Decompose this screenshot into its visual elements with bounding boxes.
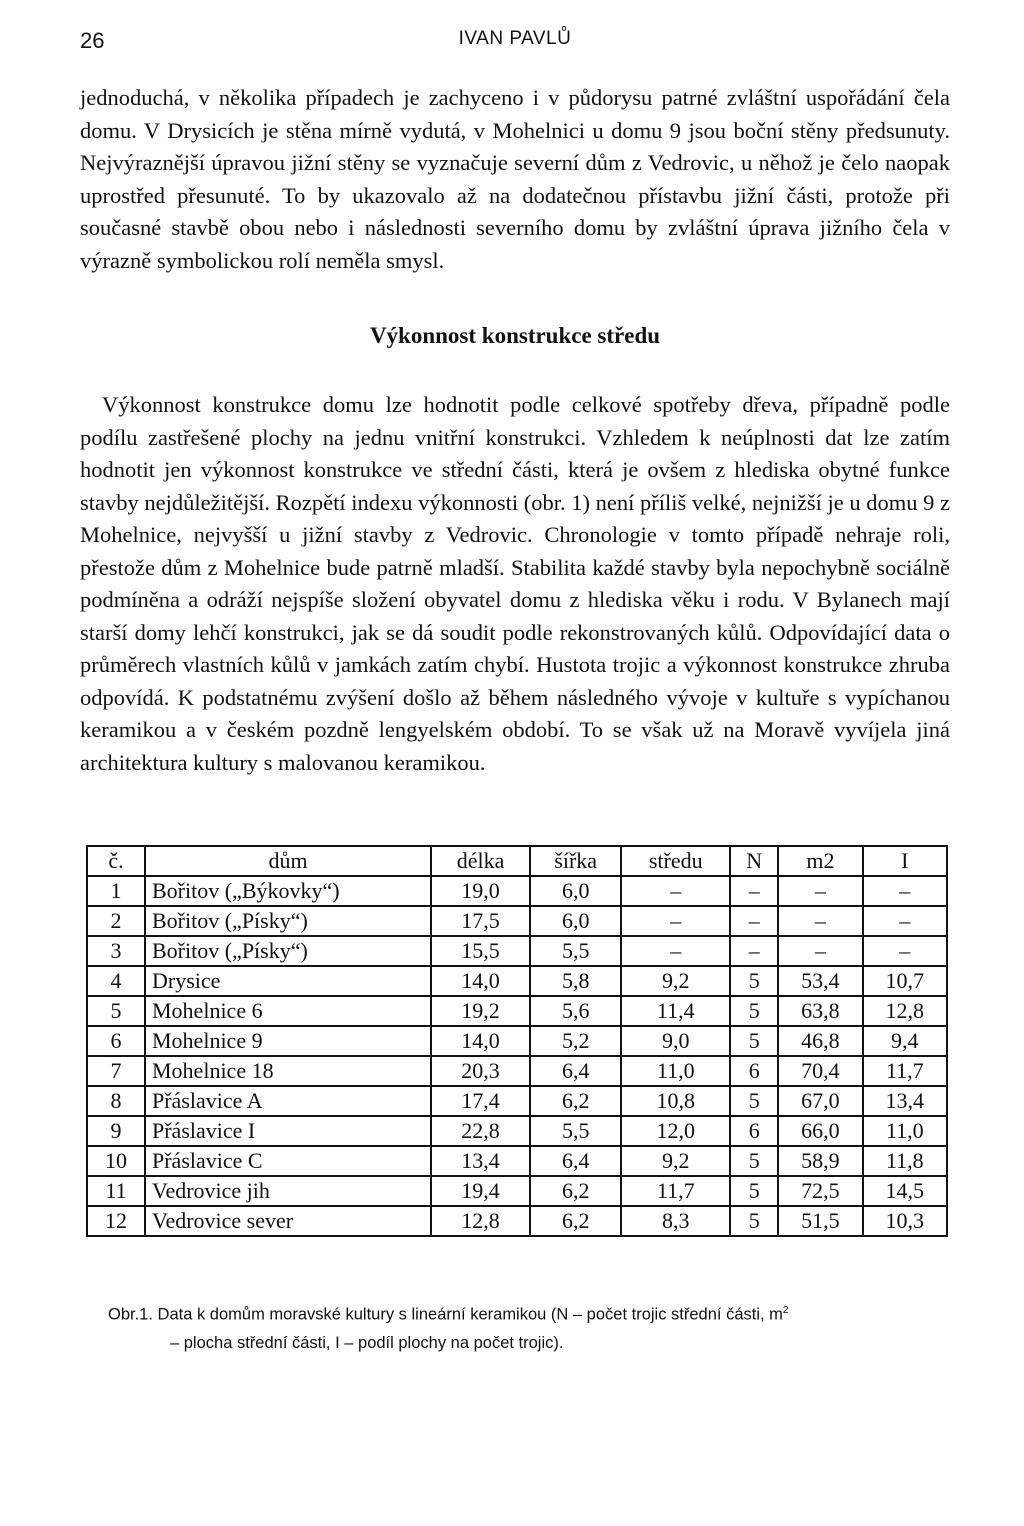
- cell-area: 46,8: [778, 1026, 862, 1056]
- cell-triplet-count: 5: [730, 1206, 778, 1236]
- cell-middle-length: 10,8: [621, 1086, 730, 1116]
- header-cell: N: [730, 846, 778, 876]
- cell-length: 19,4: [431, 1176, 530, 1206]
- cell-width: 6,4: [530, 1056, 621, 1086]
- cell-row-number: 4: [87, 966, 145, 996]
- cell-area: 67,0: [778, 1086, 862, 1116]
- cell-length: 14,0: [431, 1026, 530, 1056]
- table-row: [87, 906, 947, 936]
- cell-triplet-count: –: [730, 876, 778, 906]
- cell-house-name: Mohelnice 6: [145, 996, 431, 1026]
- cell-area: 58,9: [778, 1146, 862, 1176]
- cell-middle-length: –: [621, 876, 730, 906]
- table-body: [87, 876, 947, 1236]
- cell-house-name: Přáslavice C: [145, 1146, 431, 1176]
- caption-superscript: 2: [782, 1305, 789, 1316]
- cell-length: 12,8: [431, 1206, 530, 1236]
- cell-middle-length: 12,0: [621, 1116, 730, 1146]
- cell-middle-length: 11,0: [621, 1056, 730, 1086]
- header-cell: délka: [431, 846, 530, 876]
- cell-index: 13,4: [863, 1086, 947, 1116]
- cell-house-name: Bořitov („Písky“): [145, 936, 431, 966]
- cell-triplet-count: 5: [730, 1026, 778, 1056]
- cell-middle-length: 9,0: [621, 1026, 730, 1056]
- page-number: 26: [80, 28, 105, 53]
- cell-length: 19,0: [431, 876, 530, 906]
- cell-index: 10,3: [863, 1206, 947, 1236]
- table-row: [87, 1026, 947, 1056]
- header-cell: dům: [145, 846, 431, 876]
- cell-length: 19,2: [431, 996, 530, 1026]
- cell-row-number: 9: [87, 1116, 145, 1146]
- header-cell: středu: [621, 846, 730, 876]
- header-cell: m2: [778, 846, 862, 876]
- cell-index: 11,8: [863, 1146, 947, 1176]
- cell-row-number: 12: [87, 1206, 145, 1236]
- caption-line-1: Obr.1. Data k domům moravské kultury s lineární keramikou (N – počet trojic střední části, m: [108, 1305, 783, 1324]
- table-row: [87, 996, 947, 1026]
- table-row: [87, 1146, 947, 1176]
- caption-line-2: – plocha střední části, I – podíl plochy na počet trojic).: [170, 1333, 564, 1352]
- cell-width: 6,0: [530, 906, 621, 936]
- table-row: [87, 936, 947, 966]
- cell-middle-length: 11,4: [621, 996, 730, 1026]
- cell-row-number: 6: [87, 1026, 145, 1056]
- house-data-table: [86, 845, 948, 1237]
- table-header-row: [87, 846, 947, 876]
- cell-house-name: Mohelnice 18: [145, 1056, 431, 1086]
- cell-row-number: 5: [87, 996, 145, 1026]
- cell-area: –: [778, 876, 862, 906]
- cell-index: 10,7: [863, 966, 947, 996]
- cell-row-number: 8: [87, 1086, 145, 1116]
- table-row: [87, 1086, 947, 1116]
- cell-middle-length: –: [621, 906, 730, 936]
- cell-middle-length: 9,2: [621, 966, 730, 996]
- cell-house-name: Přáslavice A: [145, 1086, 431, 1116]
- cell-house-name: Bořitov („Býkovky“): [145, 876, 431, 906]
- cell-row-number: 10: [87, 1146, 145, 1176]
- cell-middle-length: 8,3: [621, 1206, 730, 1236]
- cell-triplet-count: 5: [730, 1086, 778, 1116]
- cell-area: 63,8: [778, 996, 862, 1026]
- cell-width: 5,2: [530, 1026, 621, 1056]
- cell-area: 70,4: [778, 1056, 862, 1086]
- cell-row-number: 11: [87, 1176, 145, 1206]
- figure-caption: [80, 1297, 950, 1357]
- cell-house-name: Vedrovice sever: [145, 1206, 431, 1236]
- cell-width: 5,5: [530, 936, 621, 966]
- cell-index: 12,8: [863, 996, 947, 1026]
- cell-triplet-count: 5: [730, 996, 778, 1026]
- cell-length: 17,4: [431, 1086, 530, 1116]
- paragraph-continuation: jednoduchá, v několika případech je zachyceno i v půdorysu patrné zvláštní uspořádání čela domu. V Drysicích je stěna mírně vydutá, v Mohelnici u domu 9 jsou boční stěny předsunuty. Nejvýraznější úpravou jižní stěny se vyznačuje severní dům z Vedrovic, u něhož je čelo naopak uprostřed přesunuté. To by ukazovalo až na dodatečnou přístavbu jižní části, protože při současné stavbě obou nebo i následnosti severního domu by zvláštní úprava jižního čela v výrazně symbolickou rolí neměla smysl.: [80, 85, 950, 273]
- cell-house-name: Přáslavice I: [145, 1116, 431, 1146]
- table-row: [87, 876, 947, 906]
- running-head-author: IVAN PAVLŮ: [458, 28, 572, 49]
- cell-index: –: [863, 906, 947, 936]
- cell-width: 5,8: [530, 966, 621, 996]
- cell-index: 9,4: [863, 1026, 947, 1056]
- cell-length: 17,5: [431, 906, 530, 936]
- cell-index: 14,5: [863, 1176, 947, 1206]
- cell-area: 51,5: [778, 1206, 862, 1236]
- cell-area: 66,0: [778, 1116, 862, 1146]
- cell-middle-length: –: [621, 936, 730, 966]
- cell-length: 22,8: [431, 1116, 530, 1146]
- cell-house-name: Bořitov („Písky“): [145, 906, 431, 936]
- cell-row-number: 1: [87, 876, 145, 906]
- cell-length: 15,5: [431, 936, 530, 966]
- header-cell: I: [863, 846, 947, 876]
- table-row: [87, 1176, 947, 1206]
- cell-index: –: [863, 936, 947, 966]
- table-row: [87, 1056, 947, 1086]
- cell-middle-length: 9,2: [621, 1146, 730, 1176]
- cell-width: 6,4: [530, 1146, 621, 1176]
- cell-area: –: [778, 906, 862, 936]
- table-row: [87, 1206, 947, 1236]
- running-head: [80, 28, 950, 62]
- cell-index: 11,7: [863, 1056, 947, 1086]
- cell-index: –: [863, 876, 947, 906]
- cell-width: 5,6: [530, 996, 621, 1026]
- section-heading: Výkonnost konstrukce středu: [369, 323, 661, 348]
- cell-area: 53,4: [778, 966, 862, 996]
- cell-triplet-count: 5: [730, 1146, 778, 1176]
- cell-area: 72,5: [778, 1176, 862, 1206]
- header-cell: šířka: [530, 846, 621, 876]
- cell-index: 11,0: [863, 1116, 947, 1146]
- cell-middle-length: 11,7: [621, 1176, 730, 1206]
- cell-house-name: Vedrovice jih: [145, 1176, 431, 1206]
- page: [80, 28, 950, 1357]
- cell-length: 13,4: [431, 1146, 530, 1176]
- cell-triplet-count: 6: [730, 1116, 778, 1146]
- cell-triplet-count: 6: [730, 1056, 778, 1086]
- cell-width: 6,2: [530, 1206, 621, 1236]
- cell-length: 14,0: [431, 966, 530, 996]
- table-wrapper: [86, 845, 950, 1237]
- cell-triplet-count: 5: [730, 966, 778, 996]
- cell-triplet-count: –: [730, 906, 778, 936]
- cell-width: 5,5: [530, 1116, 621, 1146]
- cell-width: 6,0: [530, 876, 621, 906]
- cell-area: –: [778, 936, 862, 966]
- cell-house-name: Drysice: [145, 966, 431, 996]
- table-row: [87, 966, 947, 996]
- cell-row-number: 7: [87, 1056, 145, 1086]
- table-row: [87, 1116, 947, 1146]
- cell-house-name: Mohelnice 9: [145, 1026, 431, 1056]
- cell-length: 20,3: [431, 1056, 530, 1086]
- cell-row-number: 2: [87, 906, 145, 936]
- cell-row-number: 3: [87, 936, 145, 966]
- body-text: [80, 82, 950, 779]
- cell-width: 6,2: [530, 1086, 621, 1116]
- paragraph-performance: Výkonnost konstrukce domu lze hodnotit podle celkové spotřeby dřeva, případně podle podílu zastřešené plochy na jednu vnitřní konstrukci. Vzhledem k neúplnosti dat lze zatím hodnotit jen výkonnost konstrukce ve střední části, která je ovšem z hlediska obytné funkce stavby nejdůležitější. Rozpětí indexu výkonnosti (obr. 1) není příliš velké, nejnižší je u domu 9 z Mohelnice, nejvyšší u jižní stavby z Vedrovic. Chronologie v tomto případě nehraje roli, přestože dům z Mohelnice bude patrně mladší. Stabilita každé stavby byla nepochybně sociálně podmíněna a odráží nejspíše složení obyvatel domu z hlediska věku i rodu. V Bylanech mají starší domy lehčí konstrukci, jak se dá soudit podle rekonstrovaných kůlů. Odpovídající data o průměrech vlastních kůlů v jamkách zatím chybí. Hustota trojic a výkonnost konstrukce zhruba odpovídá. K podstatnému zvýšení došlo až během následného vývoje v kultuře s vypíchanou keramikou a v českém pozdně lengyelském období. To se však už na Moravě vyvíjela jiná architektura kultury s malovanou keramikou.: [80, 392, 950, 775]
- header-cell: č.: [87, 846, 145, 876]
- cell-triplet-count: 5: [730, 1176, 778, 1206]
- cell-width: 6,2: [530, 1176, 621, 1206]
- cell-triplet-count: –: [730, 936, 778, 966]
